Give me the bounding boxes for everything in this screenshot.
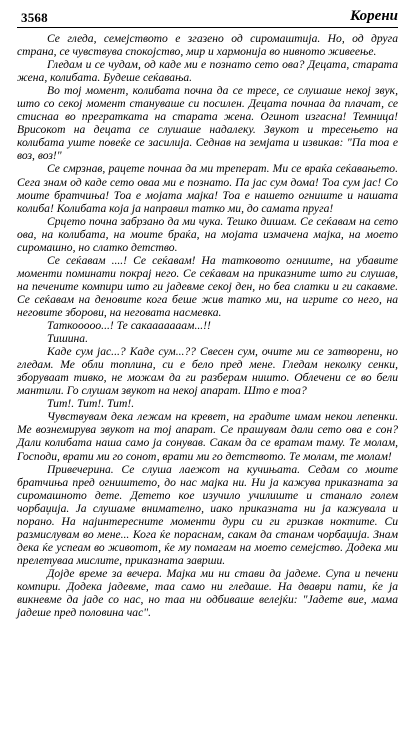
paragraph: Таткооооо...! Те сакааааааам...!! (47, 319, 211, 333)
paragraph: Дојде време за вечера. Мајка ми ни стави да јадеме. Супа и печени компири. Додека јадевме, таа само ни гледаше. На дваври пати, ќе ја викневме да јаде со нас, но таа ни одбиваше велејќи: "Јадете вие, мама јадеше пред половина час". (17, 566, 398, 620)
paragraph: Гледам и се чудам, од каде ми е познато сето ова? Децата, старата жена, колибата. Будеше сеќавања. (17, 58, 398, 85)
story-text (17, 32, 398, 619)
paragraph: Привечерина. Се слуша лаежот на кучињата. Седам со моите братчиња пред огништето, до нас мајка ни. Ни ја кажува приказната за сиромашното дете. Детето кое изучило училиште и станало голем чорбаџија. Ја слушаме внимателно, иако приказната ни ја кажувала и порано. На најинтересните моменти дури си ги гризкав ноктите. Си размислувам во мене... Кога ќе пораснам, сакам да станам чорбаџија. Знам дека ќе успеам во животот, ќе му помагам на моето семејство. Додека ми прелетуваа мислите, приказната заврши. (17, 462, 398, 567)
paragraph: Срцето почна забрзано да ми чука. Тешко дишам. Се сеќавам на сето ова, на колибата, на моите браќа, на мојата измачена мајка, на моето сиромашно, но слатко детство. (17, 214, 398, 254)
header-rule (17, 27, 398, 28)
paragraph: Тишина. (47, 332, 88, 346)
paragraph: Се гледа, семејството е згазено од сиромаштија. Но, од друга страна, се чувствува спокојство, мир и хармонија во нивното живеење. (17, 32, 398, 59)
paragraph: Тит!. Тит!. Тит!. (47, 397, 135, 411)
page-header (17, 6, 398, 28)
paragraph: Во тој момент, колибата почна да се тресе, се слушаше некој звук, што со секој момент стануваше си посилен. Децата почнаа да плачат, се стиснаа во прегратката на старата жена. Огинот изгасна! Темница! Врисокот на децата се слушаше надалеку. Звукот и тресењето на колибата уште повеќе се засилија. Седнав на земјата и извикав: "Па тоа е воз, воз!" (17, 84, 398, 163)
journal-title: Корени (350, 8, 398, 24)
paragraph: Се смрзнав, рацете почнаа да ми треперат. Ми се враќа сеќавањето. Сега знам од каде сето оваа ми е познато. Па јас сум дома! Тоа сум јас! Со моите братчиња! Тоа е мојата мајка! Тоа е нашето огниште и нашата колиба! Колибата која ја направил татко ми, до самата пруга! (17, 162, 398, 215)
paragraph: Каде сум јас...? Каде сум...?? Свесен сум, очите ми се затворени, но гледам. Ме обли топлина, си е бело пред мене. Гледам неколку сенки, зборуваат тивко, не можам да ги разберам ништо. Облечени се во бели мантили. Го слушам звукот на некој апарат. Што е тоа? (17, 345, 398, 398)
paragraph: Чувствувам дека лежам на кревет, на градите имам некои лепенки. Ме вознемирува звукот на тој апарат. Се прашувам дали сето ова е сон? Дали колибата наша само ја сонував. Сакам да се вратам таму. Те молам, Господи, врати ми го сонот, врати ми го детството. Те молам, те молам! (17, 410, 398, 463)
page-number: 3568 (21, 10, 48, 25)
paragraph: Се сеќавам ....! Се сеќавам! На татковото огниште, на убавите моменти поминати покрај него. Се сеќавам на приказните што ги слушав, на печените компири што ги јадевме секој ден, но беа слатки и ги сакавме. Се сеќавам на деновите кога беше жив татко ми, на игрите со него, на неговите зборови, на неговата насмевка. (17, 253, 398, 319)
